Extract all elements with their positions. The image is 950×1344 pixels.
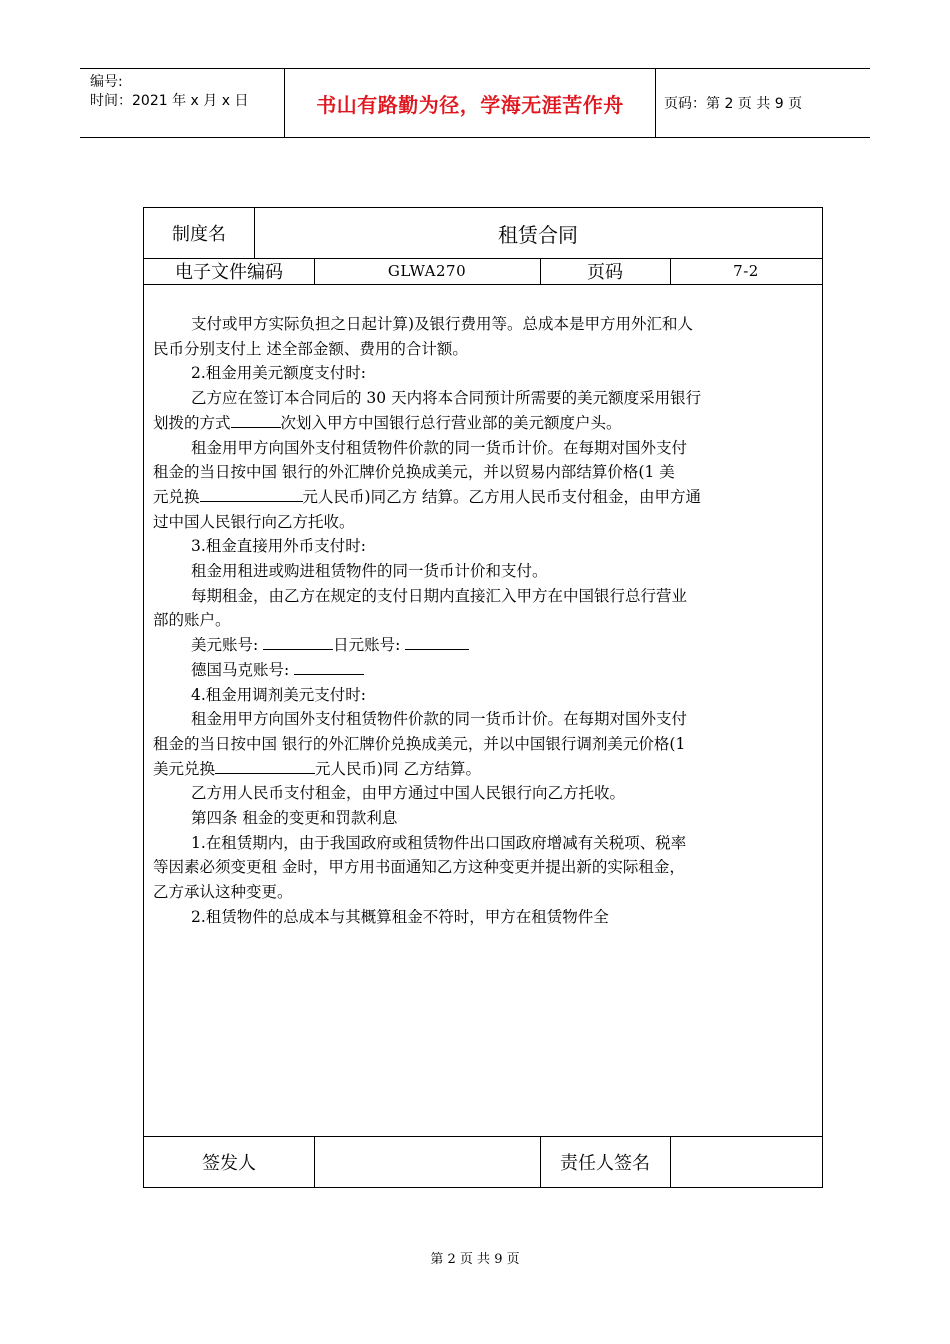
paragraph: 租金的当日按中国 银行的外汇牌价兑换成美元，并以贸易内部结算价格(1 美 [153, 463, 675, 482]
doc-number-label: 编号: [90, 74, 123, 90]
responsible-signature-label: 责任人签名 [560, 1152, 650, 1174]
usd-account-label: 美元账号: [191, 636, 264, 655]
regulation-name-label: 制度名 [172, 224, 226, 245]
paragraph: 过中国人民银行向乙方托收。 [153, 512, 355, 531]
paragraph: 等因素必须变更租 金时，甲方用书面通知乙方这种变更并提出新的实际租金， [153, 858, 685, 877]
regulation-name-value: 租赁合同 [498, 222, 578, 247]
paragraph: 2.租赁物件的总成本与其概算租金不符时，甲方在租赁物件全 [191, 907, 609, 926]
header-page-info: 页码：第 2 页 共 9 页 [664, 96, 803, 112]
paragraph: 租金用甲方向国外支付租赁物件价款的同一货币计价。在每期对国外支付 [191, 710, 688, 729]
paragraph: 支付或甲方实际负担之日起计算)及银行费用等。总成本是甲方用外汇和人 [191, 315, 694, 333]
responsible-signature-field[interactable] [670, 1136, 822, 1187]
regulation-form [143, 207, 823, 1188]
section-heading: 4.租金用调剂美元支付时: [191, 685, 367, 704]
page-value: 7-2 [733, 262, 759, 280]
paragraph: 民币分别支付上 述全部金额、费用的合计额。 [153, 339, 468, 358]
text-span: 元人民币)同乙方 结算。乙方用人民币支付租金，由甲方通 [302, 487, 701, 506]
text-span: 划拨的方式 [153, 413, 231, 432]
paragraph: 乙方用人民币支付租金，由甲方通过中国人民银行向乙方托收。 [191, 784, 626, 803]
paragraph: 1.在租赁期内，由于我国政府或租赁物件出口国政府增减有关税项、税率 [191, 833, 687, 852]
paragraph: 租金用甲方向国外支付租赁物件价款的同一货币计价。在每期对国外支付 [191, 438, 688, 457]
text-span: 美元兑换 [153, 759, 216, 778]
paragraph [153, 757, 818, 782]
issuer-signature-field[interactable] [314, 1136, 540, 1187]
jpy-account-label: 日元账号: [333, 636, 406, 655]
issuer-label: 签发人 [202, 1152, 256, 1174]
fill-in-blank [263, 635, 333, 650]
section-heading: 2.租金用美元额度支付时: [191, 364, 367, 383]
text-span: 次划入甲方中国银行总行营业部的美元额度户头。 [280, 413, 622, 432]
dem-account-label: 德国马克账号: [191, 660, 295, 679]
header-meta [90, 73, 248, 111]
paragraph: 部的账户。 [153, 611, 231, 630]
file-code-value: GLWA270 [387, 262, 467, 280]
paragraph: 租金的当日按中国 银行的外汇牌价兑换成美元，并以中国银行调剂美元价格(1 [153, 734, 686, 753]
file-code-label: 电子文件编码 [175, 262, 283, 283]
paragraph [153, 411, 818, 436]
account-line [153, 633, 818, 658]
fill-in-blank [405, 635, 469, 650]
fill-in-blank [200, 487, 303, 502]
account-line [153, 658, 818, 683]
doc-time-label: 时间：2021 年 x 月 x 日 [90, 93, 249, 109]
article-heading: 第四条 租金的变更和罚款利息 [191, 809, 398, 828]
header-motto: 书山有路勤为径，学海无涯苦作舟 [284, 69, 656, 137]
paragraph: 租金用租进或购进租赁物件的同一货币计价和支付。 [191, 562, 548, 581]
text-span: 元兑换 [153, 487, 200, 506]
section-heading: 3.租金直接用外币支付时: [191, 537, 367, 556]
fill-in-blank [231, 413, 281, 428]
fill-in-blank [294, 660, 364, 675]
text-span: 元人民币)同 乙方结算。 [315, 759, 481, 778]
paragraph [153, 485, 818, 510]
page-footer: 第 2 页 共 9 页 [430, 1252, 520, 1267]
page-header [80, 68, 870, 138]
page-label: 页码 [587, 262, 623, 283]
paragraph: 乙方应在签订本合同后的 30 天内将本合同预计所需要的美元额度采用银行 [191, 389, 702, 408]
contract-body [153, 312, 818, 930]
paragraph: 乙方承认这种变更。 [153, 883, 293, 902]
row-divider [144, 284, 822, 285]
fill-in-blank [215, 759, 315, 774]
paragraph: 每期租金，由乙方在规定的支付日期内直接汇入甲方在中国银行总行营业 [191, 586, 688, 605]
